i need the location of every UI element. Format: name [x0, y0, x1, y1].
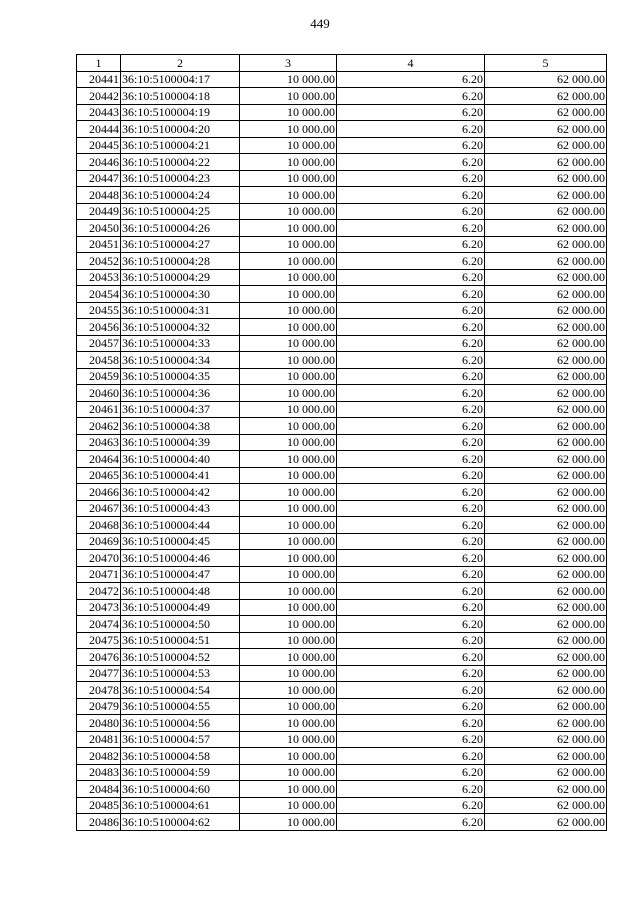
col5-value-cell: 62 000.00 — [485, 550, 607, 567]
row-number-cell: 20477 — [77, 665, 121, 682]
col4-value-cell: 6.20 — [337, 814, 485, 831]
table-row — [77, 203, 607, 220]
table-row — [77, 368, 607, 385]
col4-value-cell: 6.20 — [337, 368, 485, 385]
row-number-cell: 20448 — [77, 187, 121, 204]
col5-value-cell: 62 000.00 — [485, 533, 607, 550]
row-number-cell: 20458 — [77, 352, 121, 369]
col5-value-cell: 62 000.00 — [485, 649, 607, 666]
col3-value-cell: 10 000.00 — [240, 434, 337, 451]
cadastral-number-cell: 36:10:5100004:26 — [121, 220, 240, 237]
row-number-cell: 20474 — [77, 616, 121, 633]
cadastral-number-cell: 36:10:5100004:57 — [121, 731, 240, 748]
col4-value-cell: 6.20 — [337, 467, 485, 484]
table-row — [77, 814, 607, 831]
table-row — [77, 352, 607, 369]
col4-value-cell: 6.20 — [337, 632, 485, 649]
table-row — [77, 781, 607, 798]
table-row — [77, 533, 607, 550]
col5-value-cell: 62 000.00 — [485, 335, 607, 352]
cadastral-number-cell: 36:10:5100004:19 — [121, 104, 240, 121]
col3-value-cell: 10 000.00 — [240, 665, 337, 682]
col3-value-cell: 10 000.00 — [240, 500, 337, 517]
col5-value-cell: 62 000.00 — [485, 698, 607, 715]
table-row — [77, 566, 607, 583]
col5-value-cell: 62 000.00 — [485, 154, 607, 171]
col3-value-cell: 10 000.00 — [240, 187, 337, 204]
row-number-cell: 20462 — [77, 418, 121, 435]
cadastral-number-cell: 36:10:5100004:47 — [121, 566, 240, 583]
cadastral-number-cell: 36:10:5100004:31 — [121, 302, 240, 319]
cadastral-number-cell: 36:10:5100004:25 — [121, 203, 240, 220]
col4-value-cell: 6.20 — [337, 385, 485, 402]
table-row — [77, 385, 607, 402]
cadastral-number-cell: 36:10:5100004:20 — [121, 121, 240, 138]
col3-value-cell: 10 000.00 — [240, 170, 337, 187]
row-number-cell: 20446 — [77, 154, 121, 171]
table-row — [77, 434, 607, 451]
cadastral-number-cell: 36:10:5100004:33 — [121, 335, 240, 352]
cadastral-number-cell: 36:10:5100004:53 — [121, 665, 240, 682]
col5-value-cell: 62 000.00 — [485, 764, 607, 781]
cadastral-number-cell: 36:10:5100004:37 — [121, 401, 240, 418]
col4-value-cell: 6.20 — [337, 170, 485, 187]
row-number-cell: 20443 — [77, 104, 121, 121]
col3-value-cell: 10 000.00 — [240, 682, 337, 699]
col3-value-cell: 10 000.00 — [240, 71, 337, 88]
row-number-cell: 20451 — [77, 236, 121, 253]
data-table — [76, 54, 607, 831]
row-number-cell: 20468 — [77, 517, 121, 534]
col4-value-cell: 6.20 — [337, 566, 485, 583]
cadastral-number-cell: 36:10:5100004:40 — [121, 451, 240, 468]
col4-value-cell: 6.20 — [337, 682, 485, 699]
table-row — [77, 764, 607, 781]
cadastral-number-cell: 36:10:5100004:41 — [121, 467, 240, 484]
table-row — [77, 269, 607, 286]
row-number-cell: 20460 — [77, 385, 121, 402]
cadastral-number-cell: 36:10:5100004:18 — [121, 88, 240, 105]
col5-value-cell: 62 000.00 — [485, 220, 607, 237]
table-row — [77, 665, 607, 682]
cadastral-number-cell: 36:10:5100004:60 — [121, 781, 240, 798]
col4-value-cell: 6.20 — [337, 451, 485, 468]
col3-value-cell: 10 000.00 — [240, 533, 337, 550]
col4-value-cell: 6.20 — [337, 500, 485, 517]
table-row — [77, 632, 607, 649]
cadastral-number-cell: 36:10:5100004:23 — [121, 170, 240, 187]
header-cell-col2: 2 — [121, 55, 240, 72]
col4-value-cell: 6.20 — [337, 797, 485, 814]
row-number-cell: 20470 — [77, 550, 121, 567]
col4-value-cell: 6.20 — [337, 286, 485, 303]
col4-value-cell: 6.20 — [337, 302, 485, 319]
row-number-cell: 20447 — [77, 170, 121, 187]
col4-value-cell: 6.20 — [337, 649, 485, 666]
col4-value-cell: 6.20 — [337, 71, 485, 88]
cadastral-number-cell: 36:10:5100004:27 — [121, 236, 240, 253]
col3-value-cell: 10 000.00 — [240, 401, 337, 418]
col5-value-cell: 62 000.00 — [485, 187, 607, 204]
col5-value-cell: 62 000.00 — [485, 137, 607, 154]
col3-value-cell: 10 000.00 — [240, 253, 337, 270]
col4-value-cell: 6.20 — [337, 764, 485, 781]
col4-value-cell: 6.20 — [337, 665, 485, 682]
row-number-cell: 20469 — [77, 533, 121, 550]
col5-value-cell: 62 000.00 — [485, 253, 607, 270]
col5-value-cell: 62 000.00 — [485, 385, 607, 402]
table-row — [77, 286, 607, 303]
row-number-cell: 20444 — [77, 121, 121, 138]
col3-value-cell: 10 000.00 — [240, 698, 337, 715]
row-number-cell: 20476 — [77, 649, 121, 666]
col3-value-cell: 10 000.00 — [240, 715, 337, 732]
row-number-cell: 20455 — [77, 302, 121, 319]
table-body — [77, 71, 607, 830]
cadastral-number-cell: 36:10:5100004:59 — [121, 764, 240, 781]
col5-value-cell: 62 000.00 — [485, 583, 607, 600]
col3-value-cell: 10 000.00 — [240, 121, 337, 138]
page-number: 449 — [310, 16, 330, 31]
col4-value-cell: 6.20 — [337, 550, 485, 567]
row-number-cell: 20449 — [77, 203, 121, 220]
col5-value-cell: 62 000.00 — [485, 302, 607, 319]
col3-value-cell: 10 000.00 — [240, 797, 337, 814]
col5-value-cell: 62 000.00 — [485, 814, 607, 831]
col3-value-cell: 10 000.00 — [240, 104, 337, 121]
col5-value-cell: 62 000.00 — [485, 467, 607, 484]
table-row — [77, 583, 607, 600]
row-number-cell: 20464 — [77, 451, 121, 468]
col4-value-cell: 6.20 — [337, 748, 485, 765]
col5-value-cell: 62 000.00 — [485, 319, 607, 336]
col5-value-cell: 62 000.00 — [485, 715, 607, 732]
table-row — [77, 418, 607, 435]
row-number-cell: 20461 — [77, 401, 121, 418]
table-row — [77, 88, 607, 105]
table-row — [77, 121, 607, 138]
col4-value-cell: 6.20 — [337, 121, 485, 138]
row-number-cell: 20479 — [77, 698, 121, 715]
col5-value-cell: 62 000.00 — [485, 71, 607, 88]
row-number-cell: 20466 — [77, 484, 121, 501]
col5-value-cell: 62 000.00 — [485, 352, 607, 369]
col3-value-cell: 10 000.00 — [240, 484, 337, 501]
cadastral-number-cell: 36:10:5100004:28 — [121, 253, 240, 270]
col5-value-cell: 62 000.00 — [485, 517, 607, 534]
col5-value-cell: 62 000.00 — [485, 418, 607, 435]
col5-value-cell: 62 000.00 — [485, 203, 607, 220]
row-number-cell: 20453 — [77, 269, 121, 286]
col3-value-cell: 10 000.00 — [240, 467, 337, 484]
col3-value-cell: 10 000.00 — [240, 550, 337, 567]
col4-value-cell: 6.20 — [337, 434, 485, 451]
col3-value-cell: 10 000.00 — [240, 599, 337, 616]
table-row — [77, 137, 607, 154]
cadastral-number-cell: 36:10:5100004:35 — [121, 368, 240, 385]
row-number-cell: 20485 — [77, 797, 121, 814]
table-row — [77, 220, 607, 237]
col3-value-cell: 10 000.00 — [240, 220, 337, 237]
table-row — [77, 797, 607, 814]
cadastral-number-cell: 36:10:5100004:17 — [121, 71, 240, 88]
cadastral-number-cell: 36:10:5100004:44 — [121, 517, 240, 534]
col4-value-cell: 6.20 — [337, 187, 485, 204]
header-row — [77, 55, 607, 72]
col4-value-cell: 6.20 — [337, 236, 485, 253]
col5-value-cell: 62 000.00 — [485, 88, 607, 105]
col3-value-cell: 10 000.00 — [240, 352, 337, 369]
col4-value-cell: 6.20 — [337, 352, 485, 369]
col5-value-cell: 62 000.00 — [485, 104, 607, 121]
row-number-cell: 20482 — [77, 748, 121, 765]
col5-value-cell: 62 000.00 — [485, 616, 607, 633]
col3-value-cell: 10 000.00 — [240, 616, 337, 633]
col3-value-cell: 10 000.00 — [240, 302, 337, 319]
table-row — [77, 649, 607, 666]
col3-value-cell: 10 000.00 — [240, 566, 337, 583]
table-row — [77, 451, 607, 468]
col3-value-cell: 10 000.00 — [240, 781, 337, 798]
row-number-cell: 20484 — [77, 781, 121, 798]
col5-value-cell: 62 000.00 — [485, 566, 607, 583]
col3-value-cell: 10 000.00 — [240, 88, 337, 105]
col5-value-cell: 62 000.00 — [485, 401, 607, 418]
col3-value-cell: 10 000.00 — [240, 137, 337, 154]
table-row — [77, 517, 607, 534]
col3-value-cell: 10 000.00 — [240, 154, 337, 171]
table-row — [77, 731, 607, 748]
col4-value-cell: 6.20 — [337, 731, 485, 748]
row-number-cell: 20480 — [77, 715, 121, 732]
col3-value-cell: 10 000.00 — [240, 451, 337, 468]
table-row — [77, 550, 607, 567]
col5-value-cell: 62 000.00 — [485, 484, 607, 501]
col3-value-cell: 10 000.00 — [240, 649, 337, 666]
cadastral-number-cell: 36:10:5100004:32 — [121, 319, 240, 336]
col3-value-cell: 10 000.00 — [240, 632, 337, 649]
col5-value-cell: 62 000.00 — [485, 286, 607, 303]
cadastral-number-cell: 36:10:5100004:36 — [121, 385, 240, 402]
row-number-cell: 20467 — [77, 500, 121, 517]
col5-value-cell: 62 000.00 — [485, 170, 607, 187]
cadastral-number-cell: 36:10:5100004:54 — [121, 682, 240, 699]
cadastral-number-cell: 36:10:5100004:42 — [121, 484, 240, 501]
col4-value-cell: 6.20 — [337, 319, 485, 336]
cadastral-number-cell: 36:10:5100004:39 — [121, 434, 240, 451]
col3-value-cell: 10 000.00 — [240, 269, 337, 286]
row-number-cell: 20471 — [77, 566, 121, 583]
col3-value-cell: 10 000.00 — [240, 764, 337, 781]
col5-value-cell: 62 000.00 — [485, 269, 607, 286]
col4-value-cell: 6.20 — [337, 583, 485, 600]
row-number-cell: 20459 — [77, 368, 121, 385]
col3-value-cell: 10 000.00 — [240, 814, 337, 831]
col4-value-cell: 6.20 — [337, 154, 485, 171]
table-row — [77, 253, 607, 270]
row-number-cell: 20454 — [77, 286, 121, 303]
table-row — [77, 748, 607, 765]
cadastral-number-cell: 36:10:5100004:62 — [121, 814, 240, 831]
cadastral-number-cell: 36:10:5100004:38 — [121, 418, 240, 435]
table-row — [77, 500, 607, 517]
row-number-cell: 20475 — [77, 632, 121, 649]
col5-value-cell: 62 000.00 — [485, 434, 607, 451]
row-number-cell: 20456 — [77, 319, 121, 336]
header-cell-col3: 3 — [240, 55, 337, 72]
cadastral-number-cell: 36:10:5100004:61 — [121, 797, 240, 814]
cadastral-number-cell: 36:10:5100004:49 — [121, 599, 240, 616]
header-cell-col1: 1 — [77, 55, 121, 72]
row-number-cell: 20478 — [77, 682, 121, 699]
col3-value-cell: 10 000.00 — [240, 203, 337, 220]
col4-value-cell: 6.20 — [337, 220, 485, 237]
col5-value-cell: 62 000.00 — [485, 781, 607, 798]
cadastral-number-cell: 36:10:5100004:43 — [121, 500, 240, 517]
table-row — [77, 319, 607, 336]
col3-value-cell: 10 000.00 — [240, 731, 337, 748]
table-row — [77, 401, 607, 418]
col5-value-cell: 62 000.00 — [485, 451, 607, 468]
col5-value-cell: 62 000.00 — [485, 797, 607, 814]
col3-value-cell: 10 000.00 — [240, 748, 337, 765]
cadastral-number-cell: 36:10:5100004:55 — [121, 698, 240, 715]
col4-value-cell: 6.20 — [337, 418, 485, 435]
col4-value-cell: 6.20 — [337, 137, 485, 154]
row-number-cell: 20483 — [77, 764, 121, 781]
col4-value-cell: 6.20 — [337, 616, 485, 633]
cadastral-number-cell: 36:10:5100004:34 — [121, 352, 240, 369]
cadastral-number-cell: 36:10:5100004:56 — [121, 715, 240, 732]
table-row — [77, 154, 607, 171]
col3-value-cell: 10 000.00 — [240, 517, 337, 534]
table-header — [77, 55, 607, 72]
col4-value-cell: 6.20 — [337, 401, 485, 418]
cadastral-number-cell: 36:10:5100004:21 — [121, 137, 240, 154]
col4-value-cell: 6.20 — [337, 88, 485, 105]
col5-value-cell: 62 000.00 — [485, 599, 607, 616]
col4-value-cell: 6.20 — [337, 335, 485, 352]
cadastral-number-cell: 36:10:5100004:52 — [121, 649, 240, 666]
row-number-cell: 20452 — [77, 253, 121, 270]
col4-value-cell: 6.20 — [337, 104, 485, 121]
col4-value-cell: 6.20 — [337, 253, 485, 270]
row-number-cell: 20473 — [77, 599, 121, 616]
col5-value-cell: 62 000.00 — [485, 682, 607, 699]
col3-value-cell: 10 000.00 — [240, 583, 337, 600]
table-row — [77, 682, 607, 699]
table-row — [77, 71, 607, 88]
table-row — [77, 187, 607, 204]
table-row — [77, 484, 607, 501]
table-row — [77, 616, 607, 633]
row-number-cell: 20445 — [77, 137, 121, 154]
table-row — [77, 599, 607, 616]
header-cell-col4: 4 — [337, 55, 485, 72]
col3-value-cell: 10 000.00 — [240, 418, 337, 435]
col3-value-cell: 10 000.00 — [240, 319, 337, 336]
table-row — [77, 302, 607, 319]
col5-value-cell: 62 000.00 — [485, 731, 607, 748]
cadastral-number-cell: 36:10:5100004:24 — [121, 187, 240, 204]
col3-value-cell: 10 000.00 — [240, 385, 337, 402]
row-number-cell: 20472 — [77, 583, 121, 600]
col4-value-cell: 6.20 — [337, 533, 485, 550]
col4-value-cell: 6.20 — [337, 484, 485, 501]
cadastral-number-cell: 36:10:5100004:45 — [121, 533, 240, 550]
col4-value-cell: 6.20 — [337, 698, 485, 715]
cadastral-number-cell: 36:10:5100004:46 — [121, 550, 240, 567]
cadastral-number-cell: 36:10:5100004:29 — [121, 269, 240, 286]
row-number-cell: 20442 — [77, 88, 121, 105]
cadastral-number-cell: 36:10:5100004:50 — [121, 616, 240, 633]
cadastral-number-cell: 36:10:5100004:48 — [121, 583, 240, 600]
col4-value-cell: 6.20 — [337, 781, 485, 798]
table-row — [77, 698, 607, 715]
row-number-cell: 20465 — [77, 467, 121, 484]
row-number-cell: 20450 — [77, 220, 121, 237]
col3-value-cell: 10 000.00 — [240, 368, 337, 385]
col4-value-cell: 6.20 — [337, 599, 485, 616]
table-row — [77, 170, 607, 187]
col3-value-cell: 10 000.00 — [240, 236, 337, 253]
row-number-cell: 20457 — [77, 335, 121, 352]
col5-value-cell: 62 000.00 — [485, 665, 607, 682]
col5-value-cell: 62 000.00 — [485, 632, 607, 649]
col4-value-cell: 6.20 — [337, 269, 485, 286]
row-number-cell: 20463 — [77, 434, 121, 451]
row-number-cell: 20441 — [77, 71, 121, 88]
col5-value-cell: 62 000.00 — [485, 121, 607, 138]
col4-value-cell: 6.20 — [337, 715, 485, 732]
table-row — [77, 335, 607, 352]
table-row — [77, 467, 607, 484]
col3-value-cell: 10 000.00 — [240, 286, 337, 303]
row-number-cell: 20481 — [77, 731, 121, 748]
col5-value-cell: 62 000.00 — [485, 236, 607, 253]
col5-value-cell: 62 000.00 — [485, 748, 607, 765]
table-row — [77, 104, 607, 121]
cadastral-number-cell: 36:10:5100004:22 — [121, 154, 240, 171]
table-row — [77, 236, 607, 253]
col3-value-cell: 10 000.00 — [240, 335, 337, 352]
table-row — [77, 715, 607, 732]
row-number-cell: 20486 — [77, 814, 121, 831]
cadastral-number-cell: 36:10:5100004:51 — [121, 632, 240, 649]
col5-value-cell: 62 000.00 — [485, 500, 607, 517]
cadastral-number-cell: 36:10:5100004:30 — [121, 286, 240, 303]
col4-value-cell: 6.20 — [337, 517, 485, 534]
cadastral-number-cell: 36:10:5100004:58 — [121, 748, 240, 765]
col5-value-cell: 62 000.00 — [485, 368, 607, 385]
header-cell-col5: 5 — [485, 55, 607, 72]
col4-value-cell: 6.20 — [337, 203, 485, 220]
